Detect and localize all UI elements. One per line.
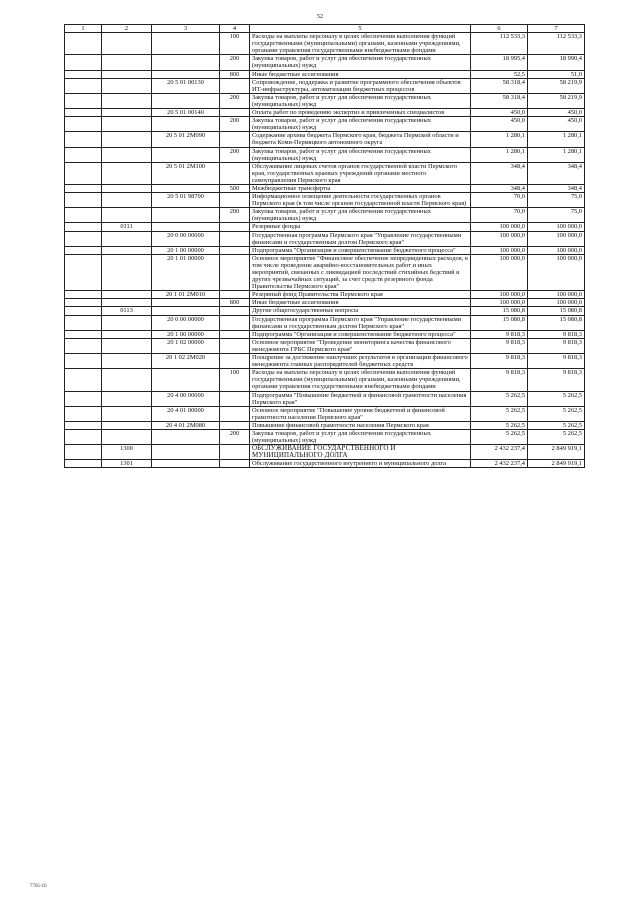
expense-type-cell (220, 406, 250, 421)
section-cell (65, 330, 102, 338)
target-article-cell (152, 460, 220, 468)
subsection-cell (102, 93, 152, 108)
target-article-cell: 20 1 02 00000 (152, 338, 220, 353)
subsection-cell (102, 421, 152, 429)
amount-2018-cell: 348,4 (471, 184, 528, 192)
amount-2018-cell: 1 280,1 (471, 147, 528, 162)
subsection-cell (102, 147, 152, 162)
description-cell: Сопровождение, поддержка и развитие программного обеспечения объектов ИТ-инфраструктуры, автоматизации бюджетных процессов (250, 78, 471, 93)
amount-2018-cell: 9 818,3 (471, 330, 528, 338)
target-article-cell: 20 4 01 00000 (152, 406, 220, 421)
table-row (65, 460, 585, 468)
subsection-cell (102, 184, 152, 192)
expense-type-cell: 500 (220, 184, 250, 192)
table-row (65, 70, 585, 78)
header-row (65, 25, 585, 33)
expense-type-cell (220, 246, 250, 254)
amount-2019-cell: 100 000,0 (528, 246, 585, 254)
section-cell (65, 55, 102, 70)
section-cell (65, 184, 102, 192)
subsection-cell (102, 299, 152, 307)
description-cell: Резервный фонд Правительства Пермского края (250, 291, 471, 299)
table-row (65, 330, 585, 338)
subsection-cell (102, 193, 152, 208)
target-article-cell: 20 5 01 00140 (152, 109, 220, 117)
amount-2019-cell: 15 080,8 (528, 307, 585, 315)
description-cell: Другие общегосударственные вопросы (250, 307, 471, 315)
amount-2019-cell: 58 219,9 (528, 93, 585, 108)
amount-2018-cell: 100 000,0 (471, 291, 528, 299)
table-row (65, 33, 585, 55)
table-row (65, 299, 585, 307)
target-article-cell (152, 223, 220, 231)
expense-type-cell: 100 (220, 33, 250, 55)
column-header-2: 2 (102, 25, 152, 33)
description-cell: Информационное освещение деятельности государственных органов Пермского края (в том числе органов государственной власти Пермского края) (250, 193, 471, 208)
amount-2019-cell: 1 280,1 (528, 147, 585, 162)
target-article-cell (152, 429, 220, 444)
subsection-cell (102, 70, 152, 78)
target-article-cell (152, 307, 220, 315)
section-cell (65, 299, 102, 307)
section-cell (65, 406, 102, 421)
expense-type-cell: 800 (220, 70, 250, 78)
amount-2019-cell: 100 000,0 (528, 254, 585, 290)
description-cell: Закупка товаров, работ и услуг для обеспечения государственных (муниципальных) нужд (250, 55, 471, 70)
subsection-cell (102, 391, 152, 406)
expense-type-cell: 100 (220, 369, 250, 391)
table-row (65, 184, 585, 192)
expense-type-cell: 200 (220, 147, 250, 162)
target-article-cell (152, 55, 220, 70)
table-row (65, 55, 585, 70)
amount-2018-cell: 9 818,3 (471, 354, 528, 369)
table-row (65, 93, 585, 108)
target-article-cell: 20 1 00 00000 (152, 330, 220, 338)
expense-type-cell: 200 (220, 117, 250, 132)
table-row (65, 369, 585, 391)
amount-2019-cell: 100 000,0 (528, 231, 585, 246)
description-cell: Расходы на выплаты персоналу в целях обеспечения выполнения функций государственными (муниципальными) органами, казенными учреждениями, органами управления государственными внебюджетными фондами (250, 33, 471, 55)
description-cell: Межбюджетные трансферты (250, 184, 471, 192)
subsection-cell (102, 246, 152, 254)
description-cell: Государственная программа Пермского края "Управление государственными финансами и государственным долгом Пермского края" (250, 315, 471, 330)
table-row (65, 291, 585, 299)
expense-type-cell: 800 (220, 299, 250, 307)
target-article-cell (152, 93, 220, 108)
amount-2019-cell: 5 262,5 (528, 429, 585, 444)
subsection-cell: 0111 (102, 223, 152, 231)
expense-type-cell (220, 315, 250, 330)
section-cell (65, 162, 102, 184)
subsection-cell (102, 162, 152, 184)
subsection-cell (102, 315, 152, 330)
amount-2019-cell: 450,0 (528, 117, 585, 132)
expense-type-cell (220, 231, 250, 246)
target-article-cell (152, 117, 220, 132)
amount-2019-cell: 9 818,3 (528, 330, 585, 338)
table-row (65, 223, 585, 231)
subsection-cell (102, 254, 152, 290)
subsection-cell: 1300 (102, 445, 152, 460)
table-row (65, 354, 585, 369)
expense-type-cell (220, 291, 250, 299)
subsection-cell (102, 33, 152, 55)
subsection-cell (102, 369, 152, 391)
target-article-cell (152, 184, 220, 192)
subsection-cell (102, 78, 152, 93)
table-row (65, 162, 585, 184)
amount-2018-cell: 112 533,3 (471, 33, 528, 55)
expense-type-cell (220, 109, 250, 117)
section-cell (65, 307, 102, 315)
target-article-cell (152, 208, 220, 223)
amount-2019-cell: 58 219,9 (528, 78, 585, 93)
amount-2019-cell: 112 533,3 (528, 33, 585, 55)
column-header-7: 7 (528, 25, 585, 33)
expense-type-cell (220, 330, 250, 338)
amount-2018-cell: 100 000,0 (471, 299, 528, 307)
target-article-cell (152, 70, 220, 78)
description-cell: Расходы на выплаты персоналу в целях обеспечения выполнения функций государственными (муниципальными) органами, казенными учреждениями, органами управления государственными внебюджетными фондами (250, 369, 471, 391)
description-cell: Подпрограмма "Повышение бюджетной и финансовой грамотности населения Пермского края" (250, 391, 471, 406)
expense-type-cell (220, 445, 250, 460)
description-cell: Основное мероприятие "Повышение уровня бюджетной и финансовой грамотности населения Пермского края" (250, 406, 471, 421)
description-cell: Оплата работ по проведению экспертиз и привлеченных специалистов (250, 109, 471, 117)
amount-2018-cell: 18 995,4 (471, 55, 528, 70)
section-cell (65, 338, 102, 353)
amount-2019-cell: 2 849 919,1 (528, 445, 585, 460)
section-cell (65, 391, 102, 406)
section-cell (65, 460, 102, 468)
section-cell (65, 291, 102, 299)
table-row (65, 421, 585, 429)
description-cell: Обслуживание лицевых счетов органов государственной власти Пермского края, государственных краевых учреждений органами местного самоуправления Пермского края (250, 162, 471, 184)
amount-2018-cell: 58 318,4 (471, 93, 528, 108)
section-cell (65, 93, 102, 108)
amount-2018-cell: 100 000,0 (471, 254, 528, 290)
amount-2019-cell: 51,0 (528, 70, 585, 78)
amount-2018-cell: 5 262,5 (471, 406, 528, 421)
expense-type-cell: 200 (220, 93, 250, 108)
section-cell (65, 254, 102, 290)
target-article-cell: 20 5 01 00130 (152, 78, 220, 93)
column-header-6: 6 (471, 25, 528, 33)
description-cell: Подпрограмма "Организация и совершенствование бюджетного процесса" (250, 330, 471, 338)
target-article-cell: 20 5 01 2М090 (152, 132, 220, 147)
expense-type-cell (220, 254, 250, 290)
description-cell: Закупка товаров, работ и услуг для обеспечения государственных (муниципальных) нужд (250, 147, 471, 162)
amount-2019-cell: 5 262,5 (528, 391, 585, 406)
column-header-3: 3 (152, 25, 220, 33)
target-article-cell: 20 4 00 00000 (152, 391, 220, 406)
amount-2018-cell: 52,5 (471, 70, 528, 78)
description-cell: ОБСЛУЖИВАНИЕ ГОСУДАРСТВЕННОГО И МУНИЦИПАЛЬНОГО ДОЛГА (250, 445, 471, 460)
table-row (65, 391, 585, 406)
expense-type-cell (220, 460, 250, 468)
amount-2019-cell: 5 262,5 (528, 421, 585, 429)
table-row (65, 193, 585, 208)
table-row (65, 208, 585, 223)
description-cell: Государственная программа Пермского края "Управление государственными финансами и государственным долгом Пермского края" (250, 231, 471, 246)
amount-2019-cell: 2 849 919,1 (528, 460, 585, 468)
subsection-cell (102, 109, 152, 117)
amount-2018-cell: 70,0 (471, 193, 528, 208)
expense-type-cell (220, 338, 250, 353)
target-article-cell: 20 5 01 2М100 (152, 162, 220, 184)
amount-2018-cell: 100 000,0 (471, 246, 528, 254)
target-article-cell (152, 147, 220, 162)
target-article-cell: 20 1 02 2М020 (152, 354, 220, 369)
section-cell (65, 246, 102, 254)
description-cell: Закупка товаров, работ и услуг для обеспечения государственных (муниципальных) нужд (250, 208, 471, 223)
subsection-cell (102, 117, 152, 132)
amount-2019-cell: 1 280,1 (528, 132, 585, 147)
table-row (65, 147, 585, 162)
description-cell: Обслуживание государственного внутреннего и муниципального долга (250, 460, 471, 468)
table-row (65, 78, 585, 93)
amount-2018-cell: 1 280,1 (471, 132, 528, 147)
section-cell (65, 208, 102, 223)
description-cell: Закупка товаров, работ и услуг для обеспечения государственных (муниципальных) нужд (250, 117, 471, 132)
target-article-cell: 20 1 01 00000 (152, 254, 220, 290)
amount-2018-cell: 70,0 (471, 208, 528, 223)
amount-2019-cell: 18 990,4 (528, 55, 585, 70)
amount-2019-cell: 100 000,0 (528, 291, 585, 299)
expense-type-cell (220, 354, 250, 369)
section-cell (65, 33, 102, 55)
section-cell (65, 193, 102, 208)
amount-2019-cell: 9 818,3 (528, 369, 585, 391)
expense-type-cell (220, 193, 250, 208)
table-row (65, 132, 585, 147)
amount-2018-cell: 5 262,5 (471, 429, 528, 444)
subsection-cell (102, 429, 152, 444)
amount-2018-cell: 58 318,4 (471, 78, 528, 93)
description-cell: Иные бюджетные ассигнования (250, 70, 471, 78)
subsection-cell (102, 208, 152, 223)
expense-type-cell: 200 (220, 55, 250, 70)
expense-type-cell (220, 162, 250, 184)
table-row (65, 406, 585, 421)
subsection-cell: 1301 (102, 460, 152, 468)
amount-2018-cell: 348,4 (471, 162, 528, 184)
target-article-cell (152, 369, 220, 391)
amount-2018-cell: 2 432 237,4 (471, 445, 528, 460)
amount-2018-cell: 2 432 237,4 (471, 460, 528, 468)
table-row (65, 254, 585, 290)
section-cell (65, 445, 102, 460)
table-row (65, 231, 585, 246)
target-article-cell: 20 1 01 2М010 (152, 291, 220, 299)
subsection-cell: 0113 (102, 307, 152, 315)
subsection-cell (102, 406, 152, 421)
subsection-cell (102, 291, 152, 299)
amount-2019-cell: 75,0 (528, 208, 585, 223)
description-cell: Повышение финансовой грамотности населения Пермского края (250, 421, 471, 429)
section-cell (65, 354, 102, 369)
amount-2019-cell: 15 080,8 (528, 315, 585, 330)
amount-2018-cell: 15 080,8 (471, 315, 528, 330)
target-article-cell: 20 0 00 00000 (152, 231, 220, 246)
amount-2019-cell: 9 818,3 (528, 338, 585, 353)
description-cell: Иные бюджетные ассигнования (250, 299, 471, 307)
amount-2019-cell: 100 000,0 (528, 223, 585, 231)
section-cell (65, 117, 102, 132)
subsection-cell (102, 231, 152, 246)
footer-code: 7705-16 (30, 884, 47, 889)
column-header-5: 5 (250, 25, 471, 33)
description-cell: Поощрение за достижение наилучших результатов в организации финансового менеджмента главных распорядителей бюджетных средств (250, 354, 471, 369)
table-row (65, 246, 585, 254)
target-article-cell: 20 4 01 2М080 (152, 421, 220, 429)
subsection-cell (102, 330, 152, 338)
subsection-cell (102, 338, 152, 353)
section-cell (65, 70, 102, 78)
section-cell (65, 421, 102, 429)
amount-2019-cell: 9 818,3 (528, 354, 585, 369)
expense-type-cell (220, 391, 250, 406)
amount-2019-cell: 75,0 (528, 193, 585, 208)
description-cell: Резервные фонды (250, 223, 471, 231)
description-cell: Закупка товаров, работ и услуг для обеспечения государственных (муниципальных) нужд (250, 93, 471, 108)
table-row (65, 338, 585, 353)
description-cell: Закупка товаров, работ и услуг для обеспечения государственных (муниципальных) нужд (250, 429, 471, 444)
page-number: 52 (317, 14, 323, 20)
subsection-cell (102, 55, 152, 70)
table-row (65, 307, 585, 315)
amount-2018-cell: 5 262,5 (471, 391, 528, 406)
description-cell: Подпрограмма "Организация и совершенствование бюджетного процесса" (250, 246, 471, 254)
amount-2018-cell: 450,0 (471, 109, 528, 117)
expense-type-cell (220, 78, 250, 93)
amount-2018-cell: 450,0 (471, 117, 528, 132)
table-row (65, 445, 585, 460)
description-cell: Содержание архива бюджета Пермского края, бюджета Пермской области и бюджета Коми-Пермяцкого автономного округа (250, 132, 471, 147)
section-cell (65, 78, 102, 93)
expense-type-cell: 200 (220, 208, 250, 223)
section-cell (65, 231, 102, 246)
section-cell (65, 109, 102, 117)
section-cell (65, 369, 102, 391)
section-cell (65, 223, 102, 231)
expense-type-cell (220, 223, 250, 231)
target-article-cell: 20 5 01 98700 (152, 193, 220, 208)
expense-type-cell: 200 (220, 429, 250, 444)
amount-2019-cell: 348,4 (528, 162, 585, 184)
amount-2019-cell: 348,4 (528, 184, 585, 192)
column-header-1: 1 (65, 25, 102, 33)
budget-table (64, 24, 585, 468)
amount-2018-cell: 100 000,0 (471, 231, 528, 246)
expense-type-cell (220, 421, 250, 429)
section-cell (65, 315, 102, 330)
amount-2018-cell: 15 080,8 (471, 307, 528, 315)
target-article-cell (152, 33, 220, 55)
section-cell (65, 132, 102, 147)
target-article-cell: 20 1 00 00000 (152, 246, 220, 254)
section-cell (65, 147, 102, 162)
amount-2018-cell: 5 262,5 (471, 421, 528, 429)
subsection-cell (102, 354, 152, 369)
expense-type-cell (220, 307, 250, 315)
amount-2019-cell: 100 000,0 (528, 299, 585, 307)
column-header-4: 4 (220, 25, 250, 33)
table-row (65, 109, 585, 117)
amount-2018-cell: 100 000,0 (471, 223, 528, 231)
table-row (65, 429, 585, 444)
target-article-cell: 20 0 00 00000 (152, 315, 220, 330)
expense-type-cell (220, 132, 250, 147)
amount-2018-cell: 9 818,3 (471, 369, 528, 391)
description-cell: Основное мероприятие "Финансовое обеспечение непредвиденных расходов, в том числе проведение аварийно-восстановительных работ и иных мероприятий, связанных с ликвидацией последствий стихийных бедствий и других чрезвычайных ситуаций, за счет средств резервного фонда Правительства Пермского края" (250, 254, 471, 290)
amount-2019-cell: 5 262,5 (528, 406, 585, 421)
target-article-cell (152, 299, 220, 307)
target-article-cell (152, 445, 220, 460)
description-cell: Основное мероприятие "Проведение мониторинга качества финансового менеджмента ГРБС Пермского края" (250, 338, 471, 353)
table-row (65, 117, 585, 132)
table-row (65, 315, 585, 330)
subsection-cell (102, 132, 152, 147)
section-cell (65, 429, 102, 444)
amount-2018-cell: 9 818,3 (471, 338, 528, 353)
amount-2019-cell: 450,0 (528, 109, 585, 117)
